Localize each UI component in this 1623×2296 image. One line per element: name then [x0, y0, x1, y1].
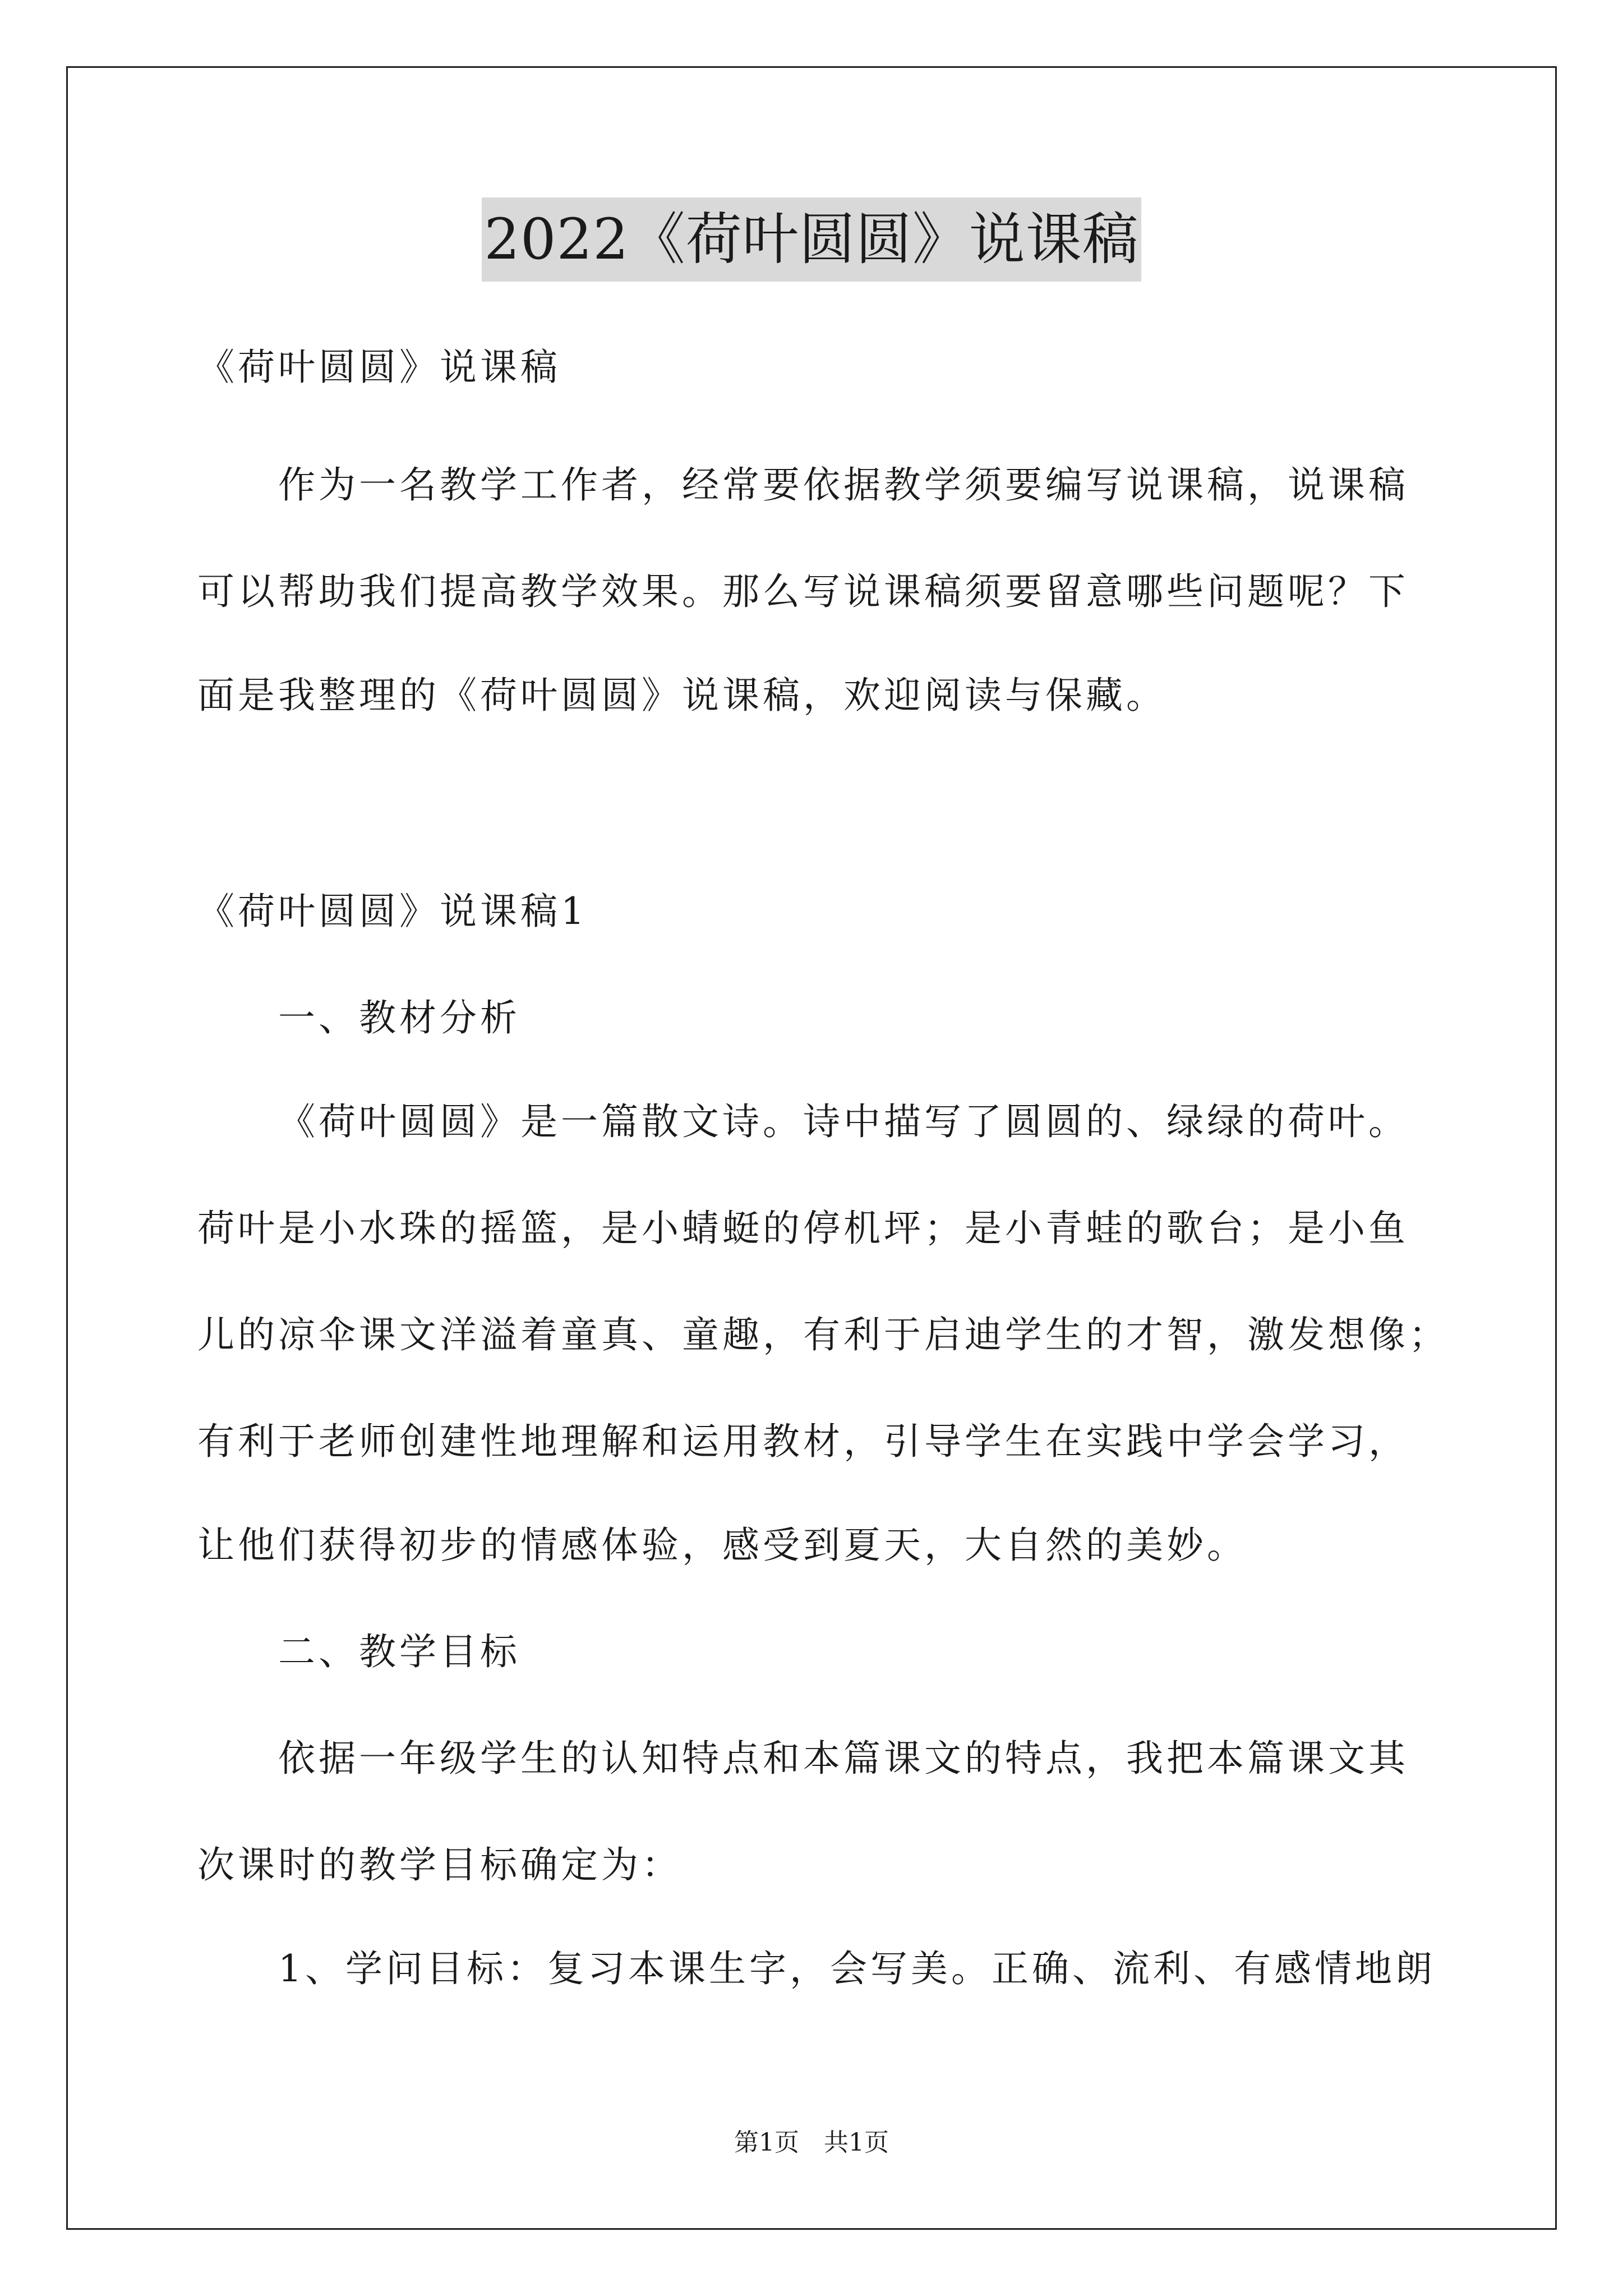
paragraph-line: 《荷叶圆圆》是一篇散文诗。诗中描写了圆圆的、绿绿的荷叶。 — [278, 1100, 1409, 1143]
section-heading: 《荷叶圆圆》说课稿 — [197, 346, 561, 389]
paragraph-line: 面是我整理的《荷叶圆圆》说课稿，欢迎阅读与保藏。 — [197, 674, 1166, 717]
title-wrap — [0, 197, 1623, 282]
paragraph-line: 儿的凉伞课文洋溢着童真、童趣，有利于启迪学生的才智，激发想像； — [197, 1313, 1449, 1356]
subsection-heading: 二、教学目标 — [278, 1630, 520, 1673]
paragraph-line: 1、学问目标：复习本课生字，会写美。正确、流利、有感情地朗 — [278, 1947, 1436, 1990]
paragraph-line: 让他们获得初步的情感体验，感受到夏天，大自然的美妙。 — [197, 1524, 1247, 1567]
paragraph-line: 有利于老师创建性地理解和运用教材，引导学生在实践中学会学习， — [197, 1420, 1409, 1463]
section-heading: 《荷叶圆圆》说课稿1 — [197, 890, 588, 933]
paragraph-line: 可以帮助我们提高教学效果。那么写说课稿须要留意哪些问题呢？下 — [197, 570, 1409, 613]
document-title: 2022《荷叶圆圆》说课稿 — [482, 197, 1141, 282]
paragraph-line: 次课时的教学目标确定为： — [197, 1843, 682, 1887]
subsection-heading: 一、教材分析 — [278, 996, 520, 1039]
paragraph-line: 依据一年级学生的认知特点和本篇课文的特点，我把本篇课文其 — [278, 1737, 1409, 1780]
paragraph-line: 荷叶是小水珠的摇篮，是小蜻蜓的停机坪；是小青蛙的歌台；是小鱼 — [197, 1207, 1409, 1250]
page-footer: 第1页 共1页 — [734, 2128, 889, 2157]
paragraph-line: 作为一名教学工作者，经常要依据教学须要编写说课稿，说课稿 — [278, 463, 1409, 507]
